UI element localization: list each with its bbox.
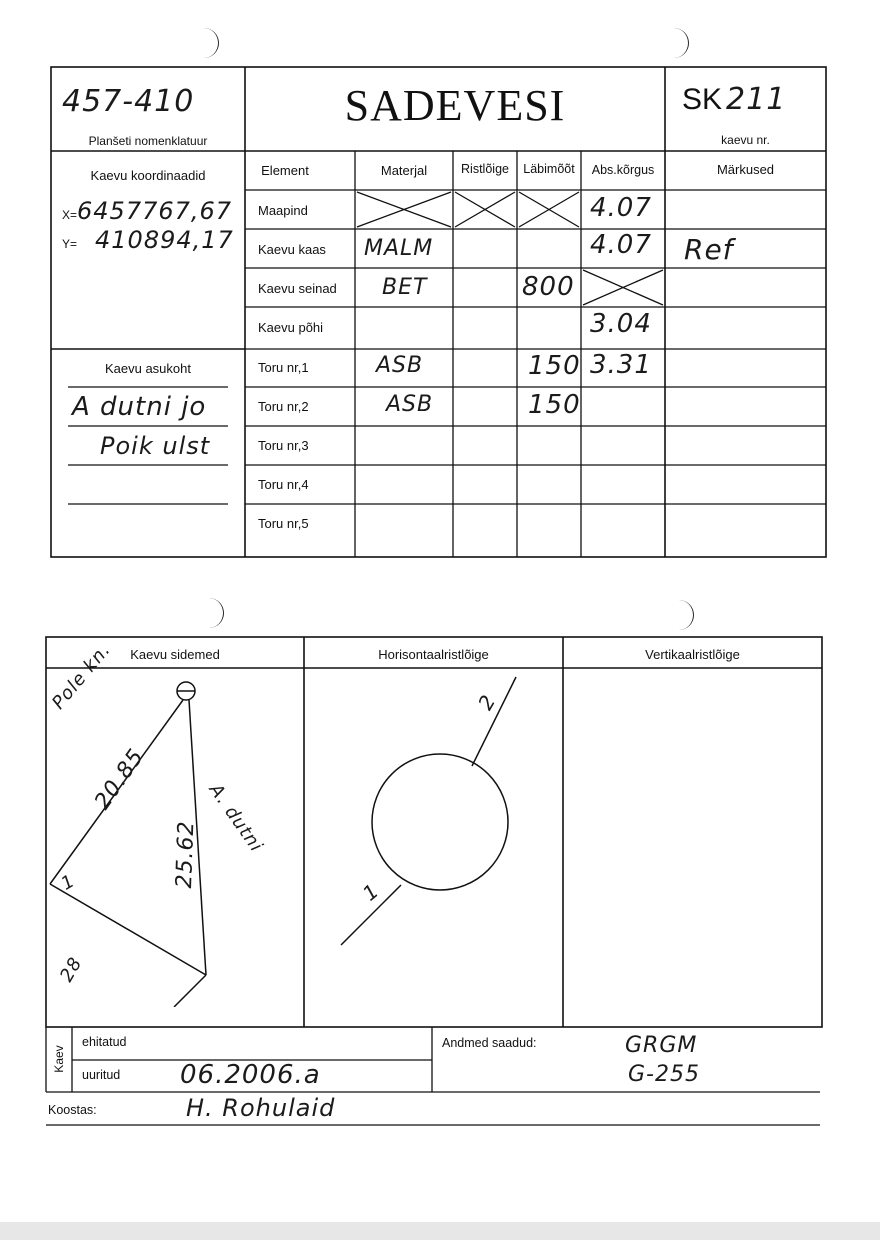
row-element: Toru nr,5 (258, 516, 309, 531)
form-title: SADEVESI (344, 81, 566, 130)
compiled-label: Koostas: (48, 1103, 97, 1117)
row-height: 4.07 (590, 230, 652, 260)
row-element: Kaevu seinad (258, 281, 337, 296)
surveyed-label: uuritud (82, 1068, 121, 1082)
data-source-label: Andmed saadud: (442, 1036, 537, 1050)
tie-label-top: Pole kn. (48, 639, 116, 714)
nomenclature-label: Planšeti nomenklatuur (88, 134, 208, 148)
row-element: Toru nr,4 (258, 477, 309, 492)
corner-mark: 1 (57, 870, 79, 895)
col-vertical-header: Vertikaalristlõige (645, 647, 740, 662)
row-element: Kaevu põhi (258, 320, 324, 335)
row-height: 3.04 (590, 309, 652, 339)
tie-distance-1: 20.85 (90, 744, 150, 815)
well-number (682, 82, 786, 117)
row-material: ASB (386, 392, 434, 417)
row-element: Toru nr,2 (258, 399, 309, 414)
header-notes: Märkused (716, 162, 775, 177)
row-material: ASB (376, 353, 424, 378)
x-coordinate (62, 197, 232, 225)
header-element: Element (261, 163, 309, 178)
coords-label: Kaevu koordinaadid (90, 168, 206, 183)
data-source-value-1: GRGM (625, 1033, 698, 1058)
well-number-label: kaevu nr. (721, 133, 770, 147)
footer-side-label: Kaev (52, 1045, 66, 1073)
row-material: MALM (364, 236, 434, 261)
horizontal-section-sketch (304, 669, 563, 1007)
row-diameter: 150 (528, 390, 581, 420)
location-line-1: A dutni jo (72, 392, 207, 422)
row-material: BET (382, 275, 428, 300)
header-diameter: Läbimõõt (523, 162, 575, 176)
row-diameter: 800 (522, 272, 575, 302)
data-source-value-2: G-255 (628, 1062, 700, 1087)
tie-distance-2: 25.62 (172, 820, 200, 889)
tie-label-right: A. dutni (204, 780, 267, 857)
row-notes: Ref (684, 233, 734, 266)
well-number-prefix: SK (682, 83, 723, 116)
row-diameter: 150 (528, 351, 581, 381)
pipe-2-label: 2 (473, 690, 501, 714)
compiled-value: H. Rohulaid (186, 1094, 336, 1122)
tie-distance-3: 28 (56, 953, 87, 986)
y-value: 410894,17 (95, 226, 234, 254)
scan-edge (0, 1222, 880, 1240)
built-label: ehitatud (82, 1035, 127, 1049)
surveyed-value: 06.2006.a (180, 1060, 321, 1090)
y-coordinate (62, 226, 234, 254)
row-height: 4.07 (590, 193, 652, 223)
row-element: Toru nr,1 (258, 360, 309, 375)
nomenclature-value: 457-410 (62, 84, 195, 119)
row-element: Kaevu kaas (258, 242, 326, 257)
row-element: Maapind (258, 203, 308, 218)
row-element: Toru nr,3 (258, 438, 309, 453)
header-abs-height: Abs.kõrgus (591, 163, 655, 177)
location-line-2: Poik ulst (100, 432, 211, 460)
pipe-1-label: 1 (357, 878, 384, 906)
header-cross-section: Ristlõige (461, 162, 509, 176)
x-value: 6457767,67 (77, 197, 233, 225)
location-label: Kaevu asukoht (104, 361, 191, 376)
header-material: Materjal (380, 163, 428, 178)
col-ties-header: Kaevu sidemed (130, 647, 220, 662)
row-height: 3.31 (590, 350, 652, 380)
y-label: Y= (62, 237, 78, 251)
col-horizontal-header: Horisontaalristlõige (378, 647, 489, 662)
well-number-value: 211 (726, 82, 787, 117)
x-label: X= (62, 208, 78, 222)
